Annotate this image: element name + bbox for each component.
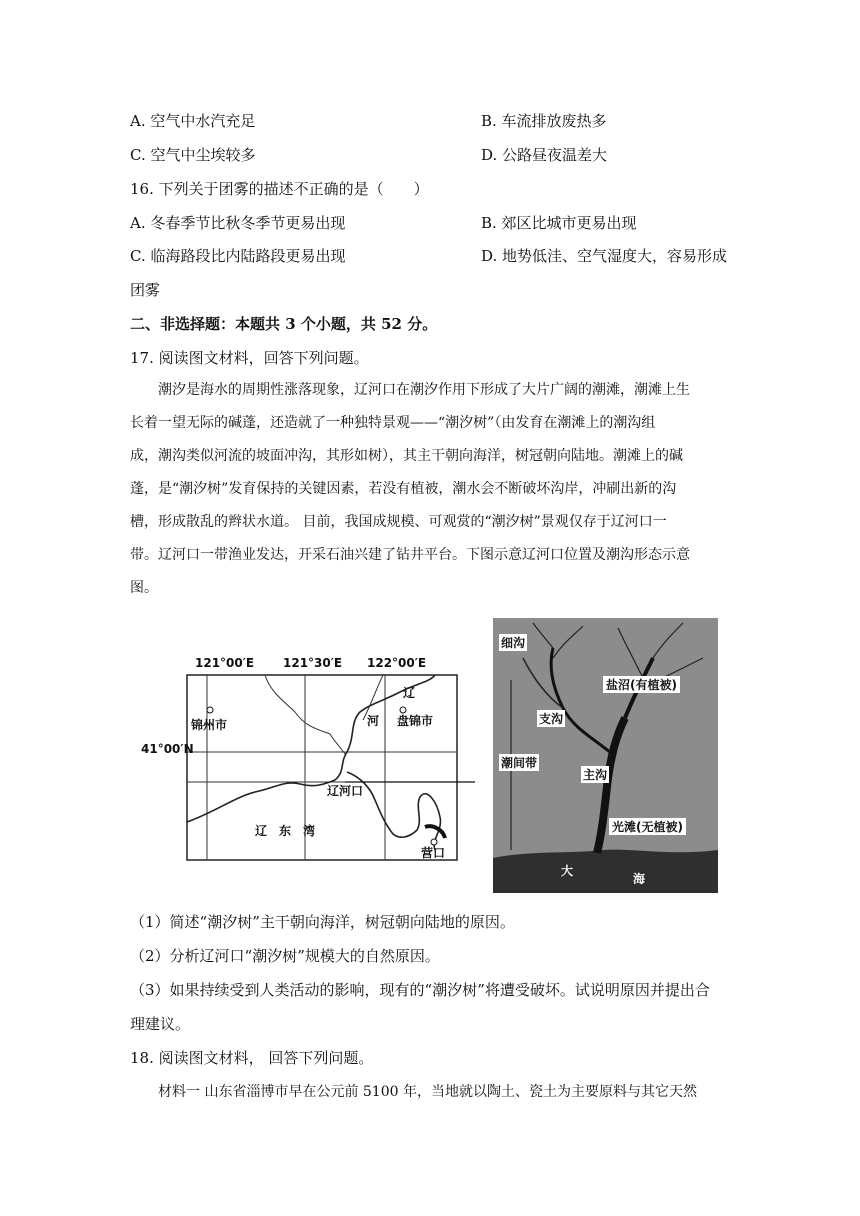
map-lat-41-00: 41°00′N: [141, 742, 194, 756]
q17-sub2: （2）分析辽河口“潮汐树”规模大的自然原因。: [130, 947, 440, 965]
q17-line-6: 带。辽河口一带渔业发达，开采石油兴建了钻井平台。下图示意辽河口位置及潮沟形态示意: [130, 547, 690, 563]
diagram-label-hai: 海: [633, 872, 646, 886]
q17-sub3: （3）如果持续受到人类活动的影响，现有的“潮汐树”将遭受破坏。试说明原因并提出合: [130, 981, 710, 999]
q15-option-d: D. 公路昼夜温差大: [481, 146, 608, 164]
q15-option-c: C. 空气中尘埃较多: [130, 146, 256, 164]
map-lon-122-00: 122°00′E: [367, 656, 427, 670]
map-label-liaodongwan: 辽 东 湾: [255, 824, 316, 838]
q17-line-4: 蓬，是“潮汐树”发育保持的关键因素，若没有植被，潮水会不断破坏沟岸，冲刷出新的沟: [130, 481, 677, 497]
q16-option-b: B. 郊区比城市更易出现: [481, 214, 637, 232]
q18-stem: 18. 阅读图文材料， 回答下列问题。: [130, 1049, 374, 1067]
q17-sub1: （1）简述“潮汐树”主干朝向海洋，树冠朝向陆地的原因。: [130, 913, 515, 931]
map-label-jinzhou: 锦州市: [191, 718, 228, 732]
q15-option-a: A. 空气中水汽充足: [130, 112, 256, 130]
q16-option-a: A. 冬春季节比秋冬季节更易出现: [130, 214, 346, 232]
map-label-panjin: 盘锦市: [397, 714, 434, 728]
q17-line-5: 槽，形成散乱的辫状水道。 目前，我国成规模、可观赏的“潮汐树”景观仅存于辽河口一: [130, 514, 667, 530]
map-lon-121-00: 121°00′E: [195, 656, 255, 670]
q15-option-b: B. 车流排放废热多: [481, 112, 607, 130]
section-heading: 二、非选择题：本题共 3 个小题，共 52 分。: [130, 315, 438, 333]
diagram-label-guangtan: 光滩(无植被): [609, 818, 686, 835]
q18-material1: 材料一 山东省淄博市早在公元前 5100 年，当地就以陶土、瓷土为主要原料与其它天然: [158, 1084, 697, 1100]
q17-stem: 17. 阅读图文材料，回答下列问题。: [130, 349, 369, 367]
map-label-liaohekou: 辽河口: [327, 784, 364, 798]
diagram-label-da: 大: [561, 864, 574, 878]
q17-line-7: 图。: [130, 580, 158, 596]
diagram-label-zhugou: 主沟: [583, 768, 608, 782]
q17-line-1: 潮汐是海水的周期性涨落现象，辽河口在潮汐作用下形成了大片广阔的潮滩，潮滩上生: [158, 382, 690, 398]
diagram-label-xigou: 细沟: [501, 636, 526, 650]
map-label-yingkou: 营口: [421, 846, 446, 860]
q17-sub3-continued: 理建议。: [130, 1015, 191, 1033]
map-lon-121-30: 121°30′E: [283, 656, 343, 670]
q17-line-3: 成，潮沟类似河流的坡面冲沟，其形如树），其主干朝向海洋，树冠朝向陆地。潮滩上的碱: [130, 448, 683, 464]
q16-option-d: D. 地势低洼、空气湿度大，容易形成: [481, 247, 728, 265]
map-label-he: 河: [367, 714, 380, 728]
tidal-creek-diagram: [493, 618, 718, 893]
q16-option-d-continued: 团雾: [130, 281, 161, 299]
diagram-label-zhigou: 支沟: [539, 712, 564, 726]
q16-stem: 16. 下列关于团雾的描述不正确的是（ ）: [130, 180, 429, 198]
q16-option-c: C. 临海路段比内陆路段更易出现: [130, 247, 346, 265]
liaohekou-location-map: [135, 612, 475, 902]
diagram-label-yanzhao: 盐沼(有植被): [603, 676, 680, 693]
q17-passage: [130, 374, 732, 605]
diagram-label-chaojiandai: 潮间带: [501, 756, 538, 770]
map-label-liao: 辽: [403, 686, 416, 700]
q17-line-2: 长着一望无际的碱蓬，还造就了一种独特景观——“潮汐树”（由发育在潮滩上的潮沟组: [130, 415, 656, 431]
